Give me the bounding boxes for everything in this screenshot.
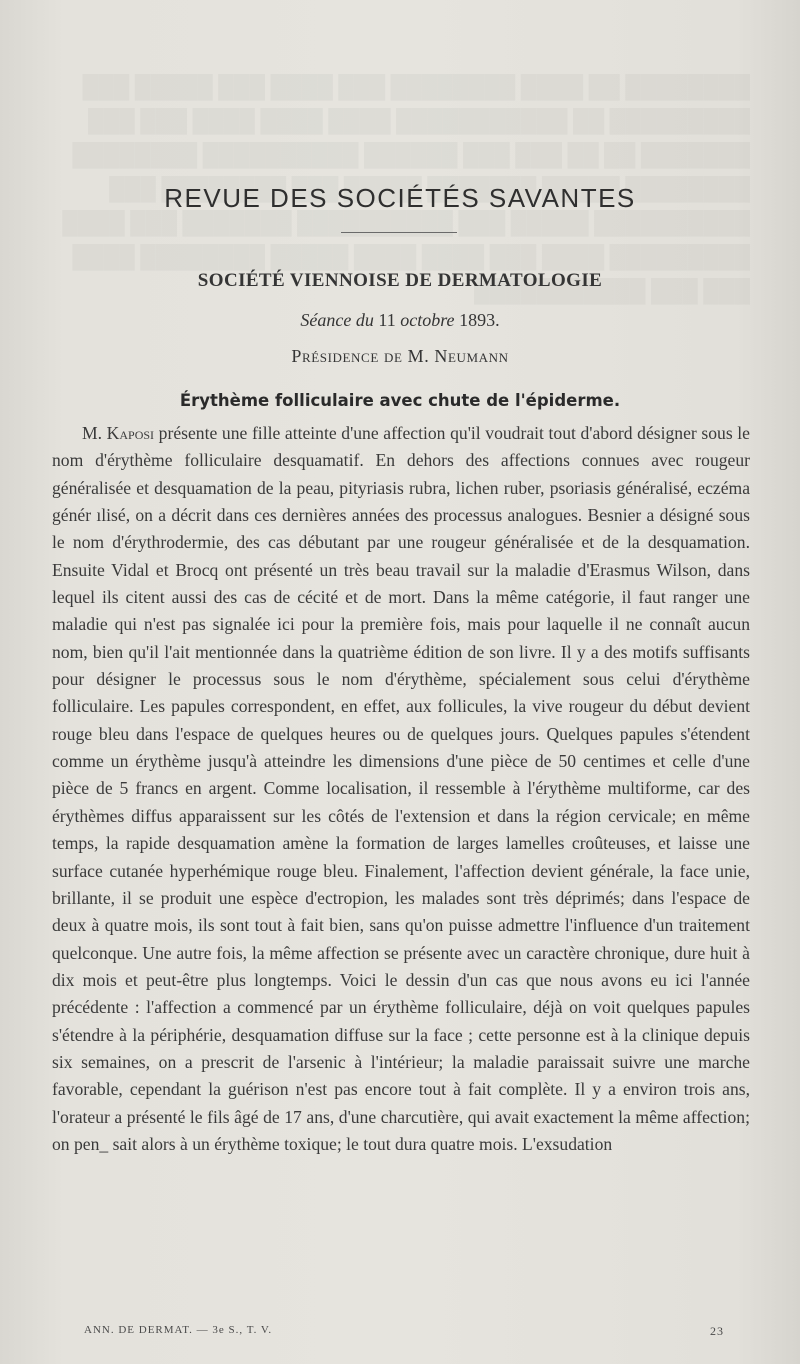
society-title: SOCIÉTÉ VIENNOISE DE DERMATOLOGIE <box>197 270 603 291</box>
presidence-line: Présidence de M. Neumann <box>291 346 509 366</box>
session-date <box>0 310 800 331</box>
paragraph-body: présente une fille atteinte d'une affection qu'il voudrait tout d'abord désigner sous le nom d'érythème folliculaire desquamatif. En dehors des affections connues avec rougeur généralisée et desquamation de la peau, pityriasis rubra, lichen ruber, psoriasis généralisé, eczéma génér ılisé, on a décrit dans ces dernières années des processus analogues. Besnier a désigné sous le nom d'érythrodermie, des cas débutant par une rougeur généralisée et de la desquamation. Ensuite Vidal et Brocq ont présenté un très beau travail sur la maladie d'Erasmus Wilson, dans lequel ils citent aussi des cas de cécité et de mort. Dans la même catégorie, il faut ranger une maladie qui n'est pas signalée ici pour la première fois, mais pour laquelle il ne connaît aucun nom, bien qu'il l'ait mentionnée dans la quatrième édition de son livre. Il y a des motifs suffisants pour désigner le processus sous le nom d'érythème, spécialement sous celui d'érythème folliculaire. Les papules correspondent, en effet, aux follicules, la vive rougeur du début devient rouge bleu dans l'espace de quelques heures ou de quelques jours. Quelques papules s'étendent comme un érythème jusqu'à atteindre les dimensions d'une pièce de 50 centimes et celle d'une pièce de 5 francs en argent. Comme localisation, il ressemble à l'érythème multiforme, car des érythèmes diffus apparaissent sur les côtés de l'extension et dans la région cervicale; en même temps, la rapide desquamation amène la formation de larges lamelles croûteuses, et laisse une surface cutanée hyperhémique rouge bleu. Finalement, l'affection devient générale, la face unie, brillante, il se produit une espèce d'ectropion, les malades sont très déprimés; dans l'espace de deux à quatre mois, ils sont tout à fait bien, sans qu'on puisse admettre l'influence d'un traitement quelconque. Une autre fois, la même affection se présente avec un caractère chronique, dure huit à dix mois et peut-être plus longtemps. Voici le dessin d'un cas que nous avons eu ici l'année précédente : l'affection a commencé par un érythème folliculaire, déjà on voit quelques papules s'étendre à la périphérie, desquamation diffuse sur la face ; cette personne est à la clinique depuis six semaines, on a prescrit de l'arsenic à l'intérieur; la maladie paraissait suivre une marche favorable, cependant la guérison n'est pas encore tout à fait complète. Il y a environ trois ans, l'orateur a présenté le fils âgé de 17 ans, d'une charcutière, qui avait exactement la même affection; on pen_ sait alors à un érythème toxique; le tout dura quatre mois. L'exsudation <box>52 423 750 1154</box>
journal-section-title: REVUE DES SOCIÉTÉS SAVANTES <box>164 183 636 213</box>
page-number: 23 <box>710 1324 724 1338</box>
session-year: 1893. <box>459 310 500 330</box>
title-divider <box>341 232 457 233</box>
session-month: octobre <box>395 310 460 330</box>
page-footer <box>84 1324 724 1336</box>
author-prefix: M. <box>82 423 107 443</box>
footer-citation: ANN. DE DERMAT. — 3e S., T. V. <box>84 1324 273 1336</box>
session-day: 11 <box>378 310 396 330</box>
article-paragraph <box>52 420 750 1158</box>
author-name: Kaposi <box>106 423 155 443</box>
session-prefix: Séance du <box>300 310 379 330</box>
article-heading: Érythème folliculaire avec chute de l'épiderme. <box>179 391 621 410</box>
